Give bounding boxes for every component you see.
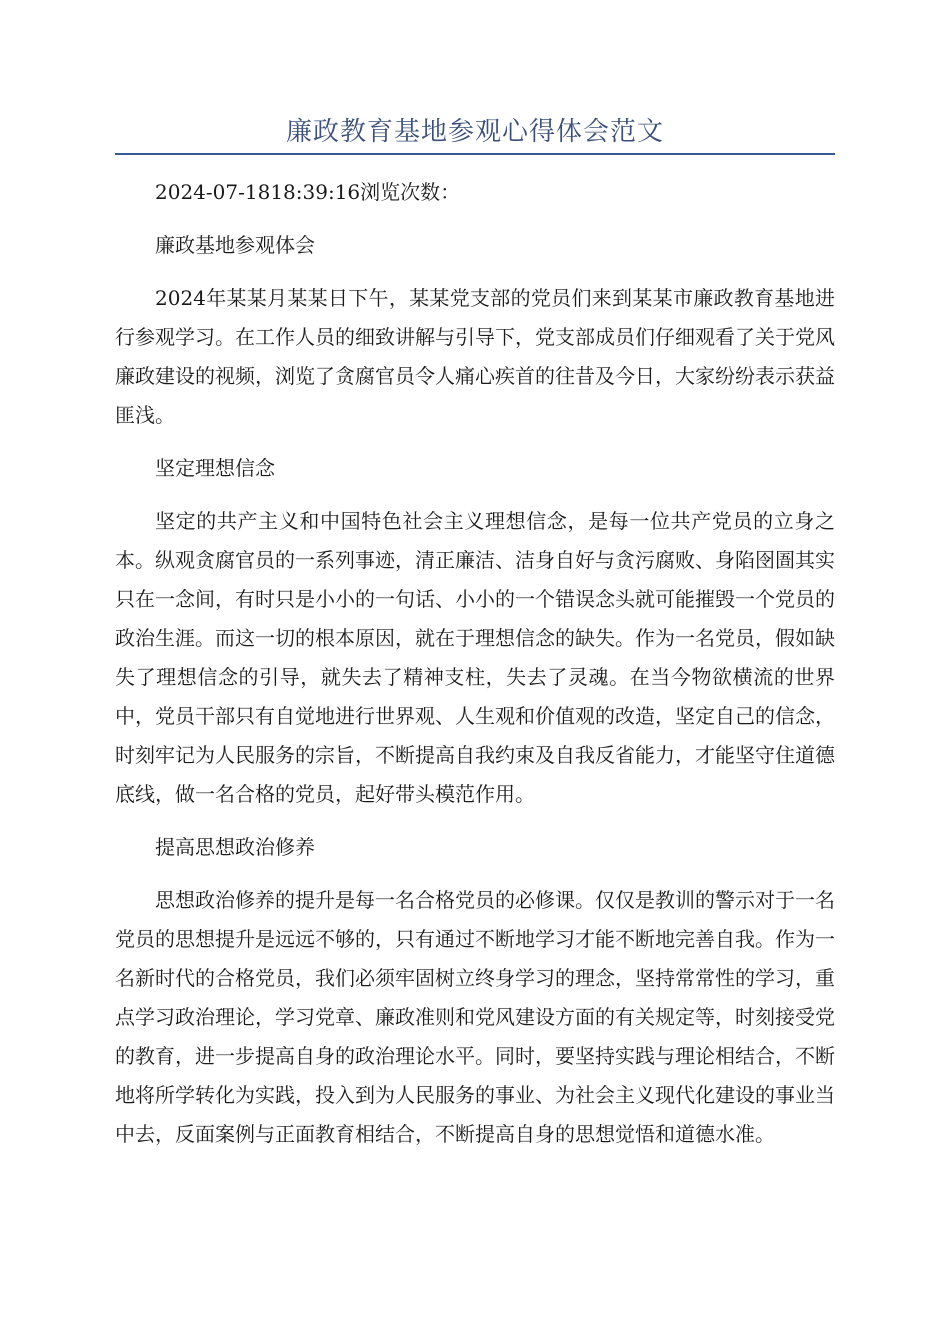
section-heading: 廉政基地参观体会 (155, 233, 315, 257)
body-paragraph: 思想政治修养的提升是每一名合格党员的必修课。仅仅是教训的警示对于一名党员的思想提升是远远不够的，只有通过不断地学习才能不断地完善自我。作为一名新时代的合格党员，我们必须牢固树立终身学习的理念，坚持常常性的学习，重点学习政治理论，学习党章、廉政准则和党风建设方面的有关规定等，时刻接受党的教育，进一步提高自身的政治理论水平。同时，要坚持实践与理论相结合，不断地将所学转化为实践，投入到为人民服务的事业、为社会主义现代化建设的事业当中去，反面案例与正面教育相结合，不断提高自身的思想觉悟和道德水准。 (115, 888, 835, 1146)
body-paragraph: 坚定的共产主义和中国特色社会主义理想信念，是每一位共产党员的立身之本。纵观贪腐官员的一系列事迹，清正廉洁、洁身自好与贪污腐败、身陷囹圄其实只在一念间，有时只是小小的一句话、小小的一个错误念头就可能摧毁一个党员的政治生涯。而这一切的根本原因，就在于理想信念的缺失。作为一名党员，假如缺失了理想信念的引导，就失去了精神支柱，失去了灵魂。在当今物欲横流的世界中，党员干部只有自觉地进行世界观、人生观和价值观的改造，坚定自己的信念，时刻牢记为人民服务的宗旨，不断提高自我约束及自我反省能力，才能坚守住道德底线，做一名合格的党员，起好带头模范作用。 (115, 509, 835, 806)
section-heading: 提高思想政治修养 (155, 835, 315, 859)
section-heading: 坚定理想信念 (155, 456, 275, 480)
publish-meta: 2024-07-1818:39:16浏览次数： (155, 180, 461, 204)
document-body (115, 173, 835, 1168)
document-title: 廉政教育基地参观心得体会范文 (285, 117, 664, 147)
body-paragraph: 2024年某某月某某日下午，某某党支部的党员们来到某某市廉政教育基地进行参观学习。在工作人员的细致讲解与引导下，党支部成员们仔细观看了关于党风廉政建设的视频，浏览了贪腐官员令人痛心疾首的往昔及今日，大家纷纷表示获益匪浅。 (115, 286, 835, 427)
title-underline (115, 153, 835, 155)
